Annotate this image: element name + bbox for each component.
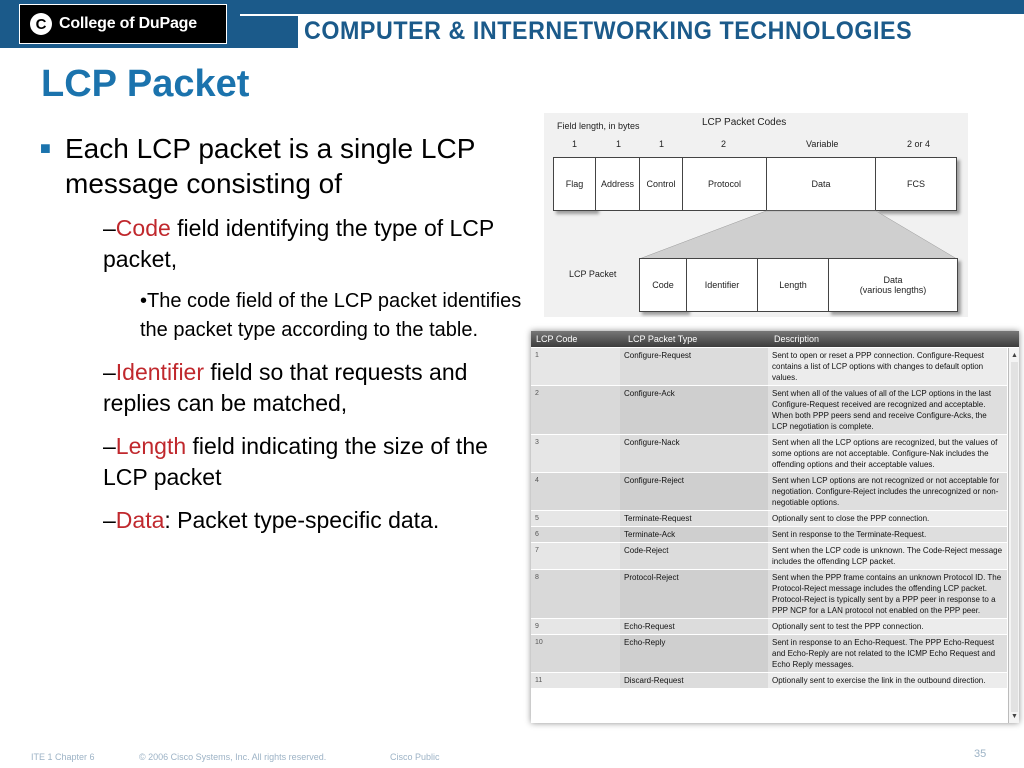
frame-field-control: Control (639, 157, 683, 211)
size-label: Variable (806, 139, 839, 149)
program-banner (298, 14, 1024, 48)
lcp-code-cell: 10 (531, 635, 620, 672)
lcp-code-cell: 5 (531, 511, 620, 526)
college-logo-icon: C (30, 13, 52, 35)
frame-field-fcs: FCS (875, 157, 957, 211)
description-cell: Sent in response to an Echo-Request. The PPP Echo-Request and Echo-Reply are not related to the ICMP Echo Request and Echo Reply messages. (768, 635, 1007, 672)
packet-field-data-name: Data (883, 275, 903, 285)
table-body (531, 348, 1007, 689)
size-label: 1 (616, 139, 622, 149)
description-cell: Sent when LCP options are not recognized or not acceptable for negotiation. Configure-Reject includes the unrecognized or non-negotiable options. (768, 473, 1007, 510)
slide-title: LCP Packet (41, 63, 250, 105)
field-item-code: –Code field identifying the type of LCP packet, (103, 215, 494, 272)
packet-type-cell: Terminate-Request (620, 511, 768, 526)
table-row (531, 619, 1007, 635)
header-divider (240, 14, 298, 16)
field-desc: field indicating the size of the LCP packet (103, 433, 488, 490)
size-label: 1 (659, 139, 665, 149)
college-logo-text: College of DuPage (59, 15, 197, 32)
field-key: Data (115, 507, 165, 533)
lcp-packet-diagram (544, 113, 968, 317)
description-cell: Sent to open or reset a PPP connection. Configure-Request contains a list of LCP options with changes to default option values. (768, 348, 1007, 385)
description-cell: Sent when the LCP code is unknown. The Code-Reject message includes the offending LCP packet. (768, 543, 1007, 569)
header-bar (0, 0, 1024, 48)
square-bullet-icon: ■ (40, 138, 51, 158)
packet-field-code: Code (639, 258, 687, 312)
lcp-code-cell: 3 (531, 435, 620, 472)
program-banner-text: COMPUTER & INTERNETWORKING TECHNOLOGIES (304, 16, 913, 45)
field-item-data: –Data: Packet type-specific data. (103, 507, 440, 533)
frame-field-protocol: Protocol (682, 157, 767, 211)
table-row (531, 386, 1007, 435)
column-header: LCP Packet Type (628, 334, 698, 344)
lcp-code-cell: 7 (531, 543, 620, 569)
table-row (531, 570, 1007, 619)
packet-type-cell: Configure-Nack (620, 435, 768, 472)
description-cell: Optionally sent to test the PPP connection. (768, 619, 1007, 634)
field-desc: field identifying the type of LCP packet, (103, 215, 494, 272)
frame-field-address: Address (595, 157, 640, 211)
lcp-code-cell: 9 (531, 619, 620, 634)
field-key: Code (115, 215, 171, 241)
field-desc: : Packet type-specific data. (164, 507, 440, 533)
footer-classification: Cisco Public (390, 752, 440, 762)
table-row (531, 673, 1007, 689)
scroll-up-icon[interactable]: ▲ (1011, 351, 1018, 359)
packet-codes-title: LCP Packet Codes (702, 117, 787, 128)
scroll-thumb[interactable] (1011, 362, 1018, 712)
description-cell: Sent when all the LCP options are recognized, but the values of some options are not acceptable. Configure-Nak includes the offending options and their acceptable values. (768, 435, 1007, 472)
packet-type-cell: Terminate-Ack (620, 527, 768, 542)
table-scrollbar[interactable] (1008, 348, 1019, 723)
description-cell: Optionally sent to exercise the link in the outbound direction. (768, 673, 1007, 688)
main-bullet-text: Each LCP packet is a single LCP message consisting of (65, 133, 475, 199)
packet-field-length: Length (757, 258, 829, 312)
packet-type-cell: Echo-Reply (620, 635, 768, 672)
field-key: Length (115, 433, 187, 459)
frame-field-flag: Flag (553, 157, 596, 211)
lcp-code-cell: 6 (531, 527, 620, 542)
size-label: 1 (572, 139, 578, 149)
size-label: 2 or 4 (907, 139, 931, 149)
scroll-down-icon[interactable]: ▼ (1011, 712, 1018, 720)
table-row (531, 435, 1007, 473)
page-number: 35 (974, 748, 987, 760)
lcp-packet-label: LCP Packet (569, 269, 617, 279)
frame-field-data: Data (766, 157, 876, 211)
packet-type-cell: Protocol-Reject (620, 570, 768, 618)
description-cell: Sent in response to the Terminate-Request. (768, 527, 1007, 542)
table-row (531, 527, 1007, 543)
table-header (531, 331, 1019, 347)
footer-chapter: ITE 1 Chapter 6 (31, 752, 95, 762)
table-row (531, 511, 1007, 527)
main-bullet (40, 131, 530, 201)
packet-type-cell: Configure-Request (620, 348, 768, 385)
sub-bullet: •The code field of the LCP packet identifies the packet type according to the table. (140, 290, 522, 341)
packet-field-identifier: Identifier (686, 258, 758, 312)
footer-copyright: © 2006 Cisco Systems, Inc. All rights reserved. (139, 752, 327, 762)
size-label: 2 (721, 139, 727, 149)
packet-type-cell: Configure-Reject (620, 473, 768, 510)
lcp-code-cell: 2 (531, 386, 620, 434)
bullet-list (40, 131, 530, 536)
table-row (531, 635, 1007, 673)
packet-type-cell: Configure-Ack (620, 386, 768, 434)
packet-field-data-note: (various lengths) (859, 285, 927, 295)
college-logo (19, 4, 227, 44)
table-row (531, 473, 1007, 511)
field-item-identifier: –Identifier field so that requests and replies can be matched, (103, 359, 468, 416)
packet-type-cell: Code-Reject (620, 543, 768, 569)
lcp-code-cell: 4 (531, 473, 620, 510)
table-row (531, 543, 1007, 570)
lcp-codes-table (531, 331, 1019, 723)
table-row (531, 348, 1007, 386)
field-desc: field so that requests and replies can be matched, (103, 359, 468, 416)
field-key: Identifier (115, 359, 205, 385)
description-cell: Optionally sent to close the PPP connection. (768, 511, 1007, 526)
packet-type-cell: Echo-Request (620, 619, 768, 634)
column-header: LCP Code (536, 334, 578, 344)
lcp-code-cell: 1 (531, 348, 620, 385)
field-length-label: Field length, in bytes (557, 121, 640, 131)
lcp-code-cell: 11 (531, 673, 620, 688)
packet-field-data (828, 258, 958, 312)
description-cell: Sent when all of the values of all of the LCP options in the last Configure-Request received are recognized and acceptable. When both PPP peers send and receive Configure-Acks, the LCP negotiation is complete. (768, 386, 1007, 434)
lcp-code-cell: 8 (531, 570, 620, 618)
packet-type-cell: Discard-Request (620, 673, 768, 688)
column-header: Description (774, 334, 820, 344)
field-item-length: –Length field indicating the size of the LCP packet (103, 433, 488, 490)
description-cell: Sent when the PPP frame contains an unknown Protocol ID. The Protocol-Reject message includes the offending LCP packet. Protocol-Reject is typically sent by a PPP peer in response to a PPP NCP for a LAN protocol not enabled on the PPP peer. (768, 570, 1007, 618)
